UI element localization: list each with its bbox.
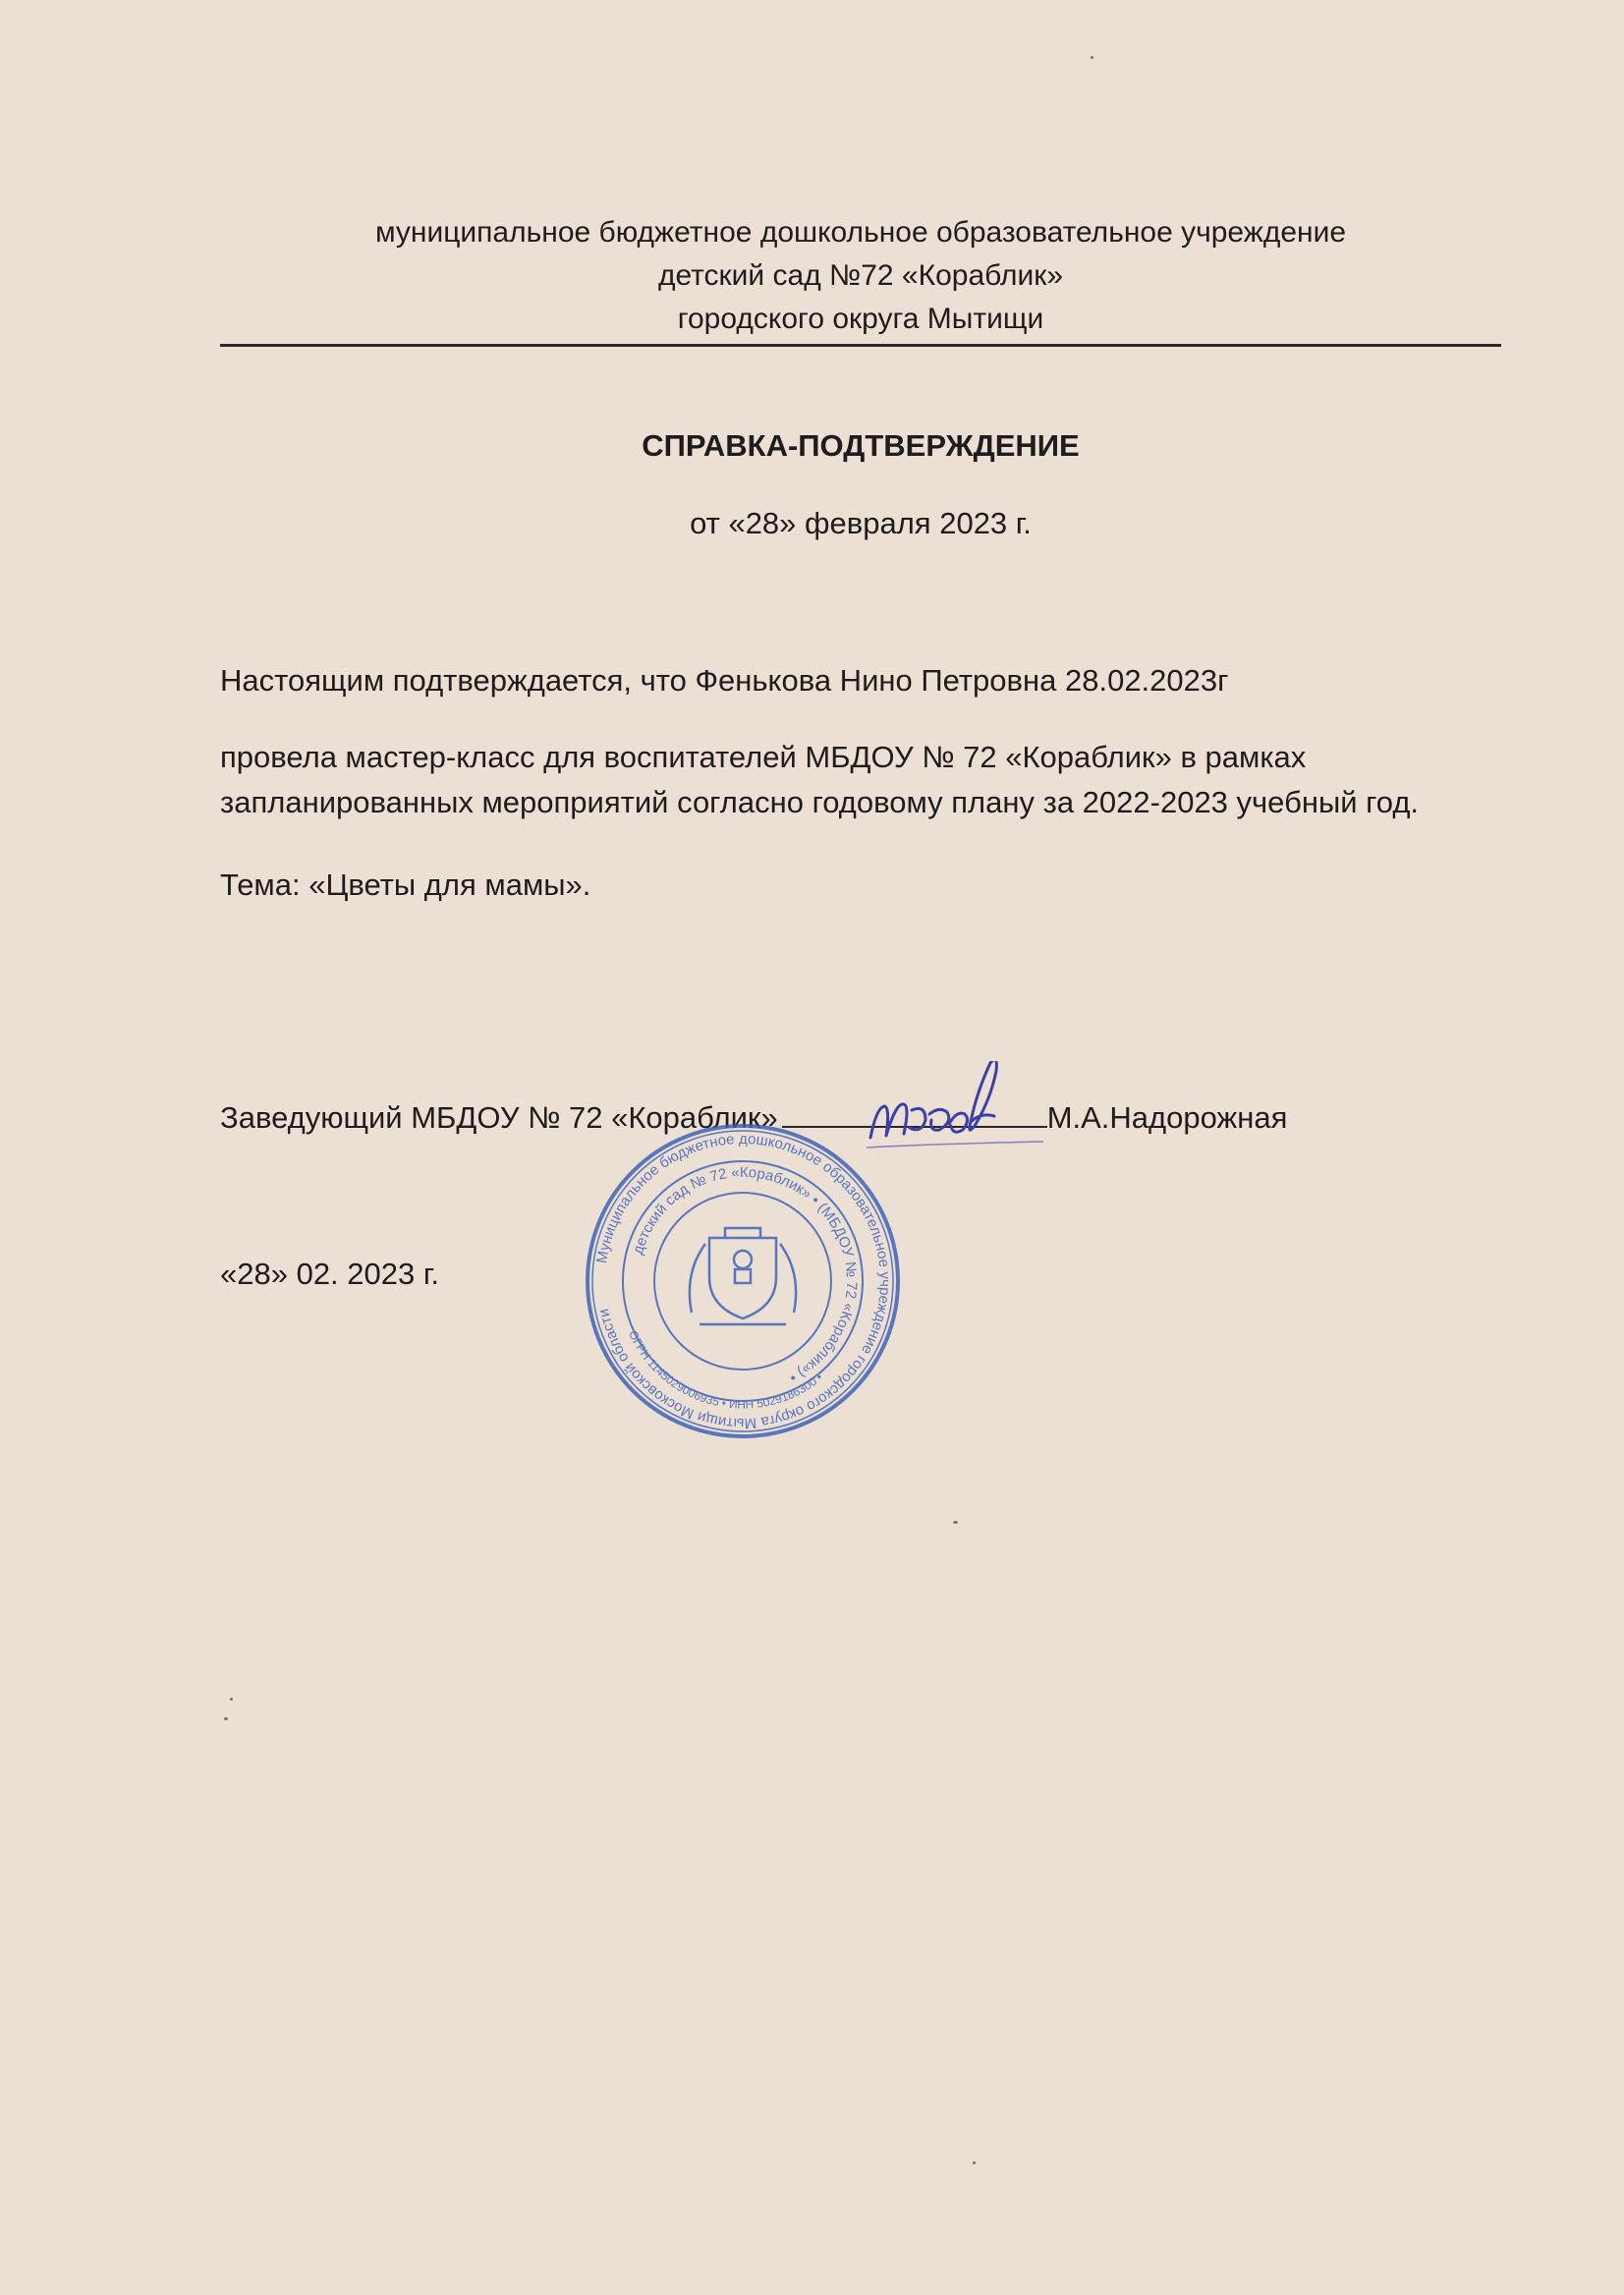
signer-name: М.А.Надорожная [1046, 1100, 1288, 1135]
header-line-1: муниципальное бюджетное дошкольное образовательное учреждение [374, 216, 1347, 249]
activity-paragraph [220, 735, 1537, 825]
coat-of-arms-icon [690, 1228, 796, 1324]
activity-paragraph-line-1: провела мастер-класс для воспитателей МБДОУ № 72 «Кораблик» в рамках [220, 740, 1307, 774]
paper-speck [973, 2161, 976, 2164]
organization-header [220, 211, 1501, 341]
header-divider [220, 344, 1501, 347]
header-line-3: городского округа Мытищи [677, 303, 1044, 335]
signer-position: Заведующий МБДОУ № 72 «Кораблик» [220, 1100, 778, 1135]
stamp-inner-text: детский сад № 72 «Кораблик» • (МБДОУ № 72 «Кораблик») • [629, 1163, 861, 1386]
paper-speck [1091, 56, 1093, 59]
stamp-inner-ring [654, 1193, 831, 1370]
paper-speck [953, 1521, 958, 1524]
confirmation-paragraph: Настоящим подтверждается, что Фенькова Нино Петровна 28.02.2023г [220, 663, 1229, 698]
topic-line: Тема: «Цветы для мамы». [220, 868, 591, 902]
paper-speck [224, 1717, 228, 1720]
document-title: СПРАВКА-ПОДТВЕРЖДЕНИЕ [642, 428, 1080, 463]
header-line-2: детский сад №72 «Кораблик» [657, 259, 1064, 292]
stamp-registration-text: ОГРН 1145029006935 • ИНН 5029186300 • [626, 1328, 826, 1412]
paper-speck [230, 1698, 233, 1701]
handwritten-signature [855, 1061, 1071, 1169]
signature-date: «28» 02. 2023 г. [220, 1257, 439, 1291]
document-date: от «28» февраля 2023 г. [690, 506, 1032, 540]
stamp-outer-text: Муниципальное бюджетное дошкольное образовательное учреждение городского округа Мытищи Московской области [593, 1130, 894, 1432]
activity-paragraph-line-2: запланированных мероприятий согласно годовому плану за 2022-2023 учебный год. [220, 785, 1420, 819]
